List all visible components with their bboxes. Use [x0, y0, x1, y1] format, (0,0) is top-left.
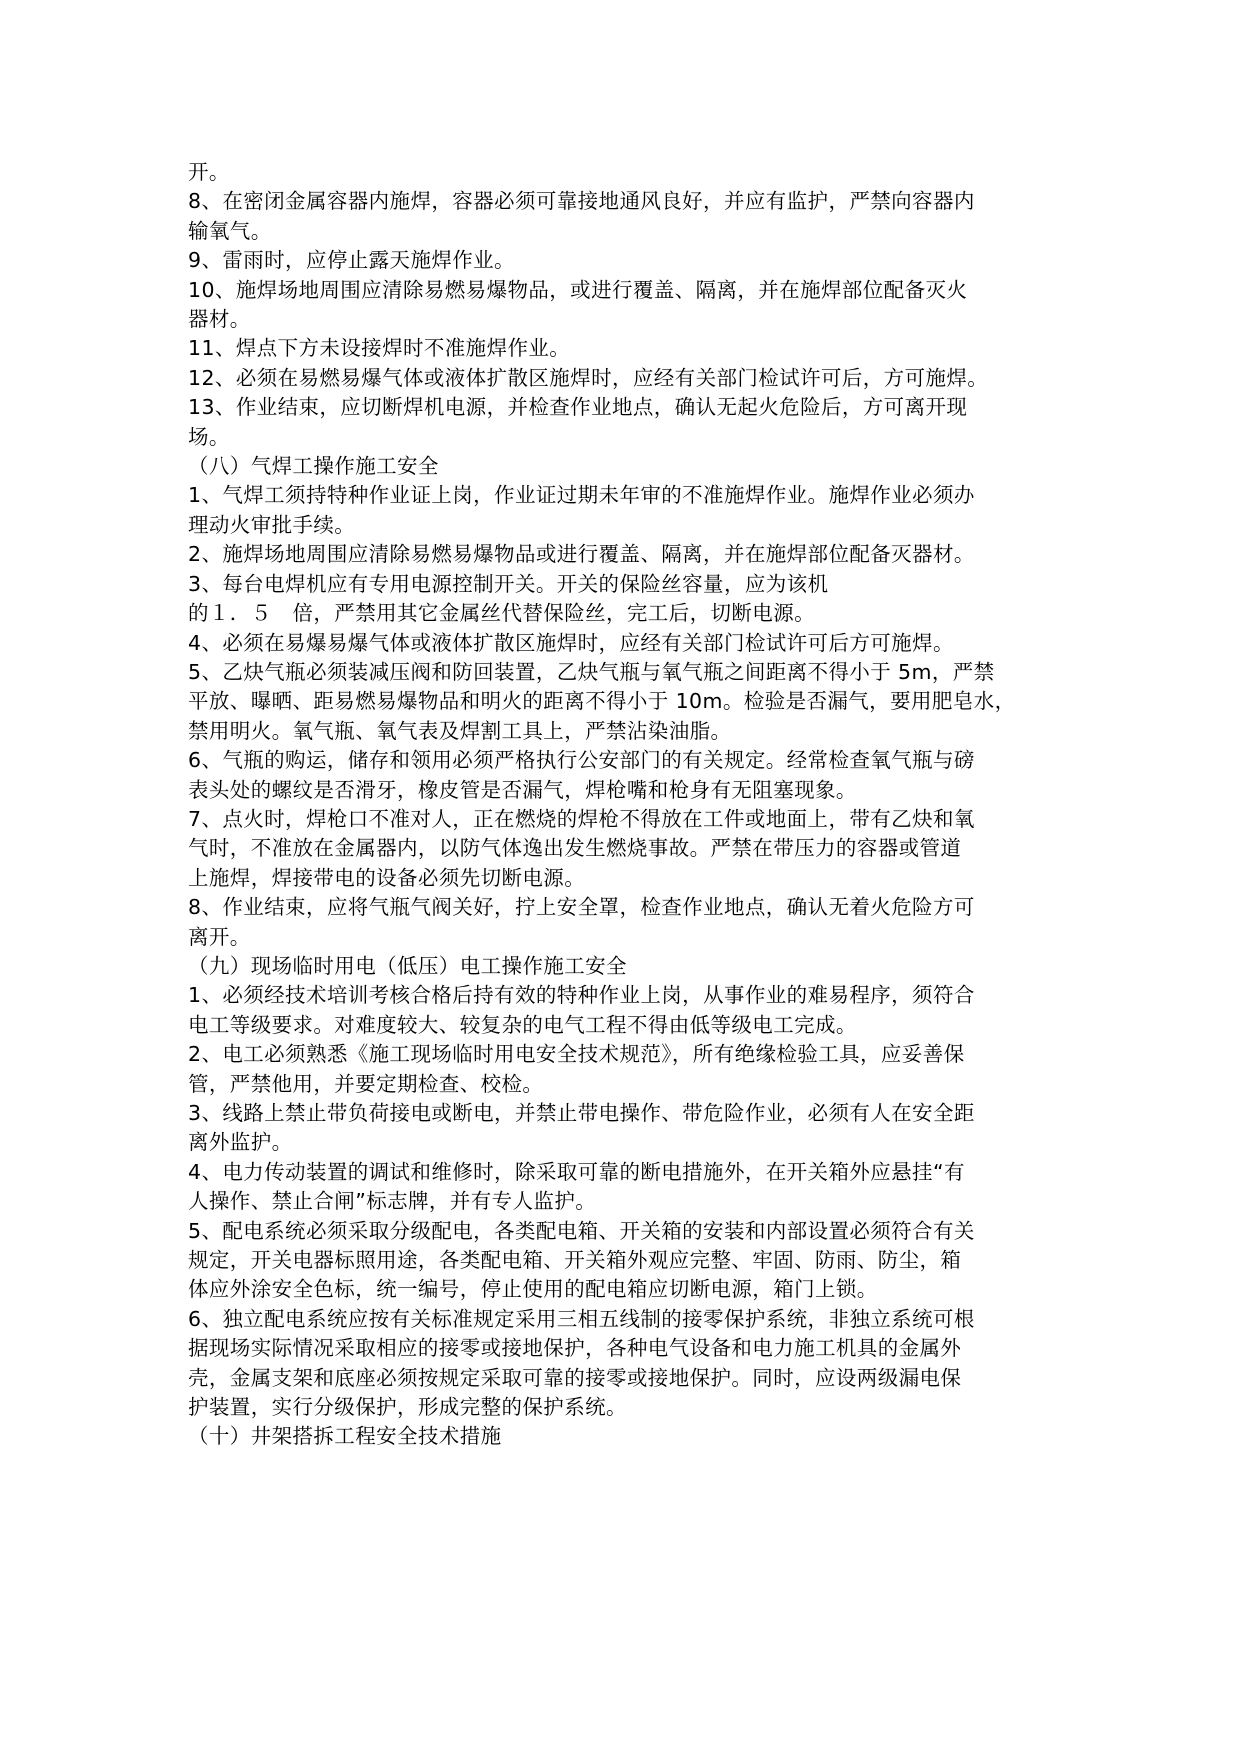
text-line: 7、点火时，焊枪口不准对人，正在燃烧的焊枪不得放在工件或地面上，带有乙炔和氧 — [188, 806, 975, 831]
text-line: 12、必须在易燃易爆气体或液体扩散区施焊时，应经有关部门检试许可后，方可施焊。 — [188, 365, 989, 390]
text-line: 2、施焊场地周围应清除易燃易爆物品或进行覆盖、隔离，并在施焊部位配备灭器材。 — [188, 542, 975, 567]
text-line: （九）现场临时用电（低压）电工操作施工安全 — [188, 953, 627, 978]
text-line: 8、在密闭金属容器内施焊，容器必须可靠接地通风良好，并应有监护，严禁向容器内 — [188, 189, 975, 214]
text-line: 1、气焊工须持特种作业证上岗，作业证过期未年审的不准施焊作业。施焊作业必须办 — [188, 483, 975, 508]
document-body — [188, 158, 1052, 1452]
text-line: 1、必须经技术培训考核合格后持有效的特种作业上岗，从事作业的难易程序，须符合 — [188, 983, 975, 1008]
text-line: 壳，金属支架和底座必须按规定采取可靠的接零或接地保护。同时，应设两级漏电保 — [188, 1365, 962, 1390]
text-line: 理动火审批手续。 — [188, 512, 356, 537]
text-line: 11、焊点下方未设接焊时不准施焊作业。 — [188, 336, 571, 361]
text-line: 9、雷雨时，应停止露天施焊作业。 — [188, 248, 515, 273]
text-line: （十）井架搭拆工程安全技术措施 — [188, 1424, 502, 1449]
text-line: 3、线路上禁止带负荷接电或断电，并禁止带电操作、带危险作业，必须有人在安全距 — [188, 1101, 975, 1125]
text-line: （八）气焊工操作施工安全 — [188, 454, 439, 479]
text-line: 规定，开关电器标照用途，各类配电箱、开关箱外观应完整、牢固、防雨、防尘，箱 — [188, 1248, 962, 1273]
text-line: 8、作业结束，应将气瓶气阀关好，拧上安全罩，检查作业地点，确认无着火危险方可 — [188, 895, 975, 920]
text-line: 10、施焊场地周围应清除易燃易爆物品，或进行覆盖、隔离，并在施焊部位配备灭火 — [188, 277, 968, 302]
text-line: 电工等级要求。对难度较大、较复杂的电气工程不得由低等级电工完成。 — [188, 1012, 857, 1037]
text-line: 4、电力传动装置的调试和维修时，除采取可靠的断电措施外，在开关箱外应悬挂“有 — [188, 1159, 965, 1184]
text-line: 气时，不准放在金属器内，以防气体逸出发生燃烧事故。严禁在带压力的容器或管道 — [188, 836, 962, 861]
text-line: 2、电工必须熟悉《施工现场临时用电安全技术规范》，所有绝缘检验工具，应妥善保 — [188, 1042, 965, 1067]
text-line: 的１．５ 倍，严禁用其它金属丝代替保险丝，完工后，切断电源。 — [188, 601, 815, 626]
text-line: 4、必须在易爆易爆气体或液体扩散区施焊时，应经有关部门检试许可后方可施焊。 — [188, 630, 954, 655]
text-line: 场。 — [188, 424, 230, 449]
text-line: 开。 — [188, 160, 230, 184]
text-line: 表头处的螺纹是否滑牙，橡皮管是否漏气，焊枪嘴和枪身有无阻塞现象。 — [188, 777, 857, 802]
text-line: 管，严禁他用，并要定期检查、校检。 — [188, 1071, 544, 1096]
text-line: 5、乙炔气瓶必须装减压阀和防回装置，乙炔气瓶与氧气瓶之间距离不得小于 5m，严禁 — [188, 659, 995, 684]
text-line: 器材。 — [188, 307, 251, 332]
text-line: 护装置，实行分级保护，形成完整的保护系统。 — [188, 1395, 627, 1420]
text-line: 上施焊，焊接带电的设备必须先切断电源。 — [188, 865, 586, 890]
text-line: 3、每台电焊机应有专用电源控制开关。开关的保险丝容量，应为该机 — [188, 571, 829, 596]
text-line: 据现场实际情况采取相应的接零或接地保护，各种电气设备和电力施工机具的金属外 — [188, 1336, 962, 1361]
text-line: 6、气瓶的购运，储存和领用必须严格执行公安部门的有关规定。经常检查氧气瓶与磅 — [188, 748, 975, 773]
text-line: 离开。 — [188, 924, 251, 949]
text-line: 体应外涂安全色标，统一编号，停止使用的配电箱应切断电源，箱门上锁。 — [188, 1277, 878, 1302]
text-line: 5、配电系统必须采取分级配电，各类配电箱、开关箱的安装和内部设置必须符合有关 — [188, 1218, 975, 1243]
text-line: 禁用明火。氧气瓶、氧气表及焊割工具上，严禁沾染油脂。 — [188, 718, 732, 743]
text-line: 6、独立配电系统应按有关标准规定采用三相五线制的接零保护系统，非独立系统可根 — [188, 1306, 975, 1331]
text-line: 平放、曝晒、距易燃易爆物品和明火的距离不得小于 10m。检验是否漏气，要用肥皂水， — [188, 689, 1016, 714]
text-line: 人操作、禁止合闸”标志牌，并有专人监护。 — [188, 1189, 597, 1214]
text-line: 离外监护。 — [188, 1130, 293, 1155]
text-line: 13、作业结束，应切断焊机电源，并检查作业地点，确认无起火危险后，方可离开现 — [188, 395, 968, 420]
text-line: 输氧气。 — [188, 218, 272, 243]
